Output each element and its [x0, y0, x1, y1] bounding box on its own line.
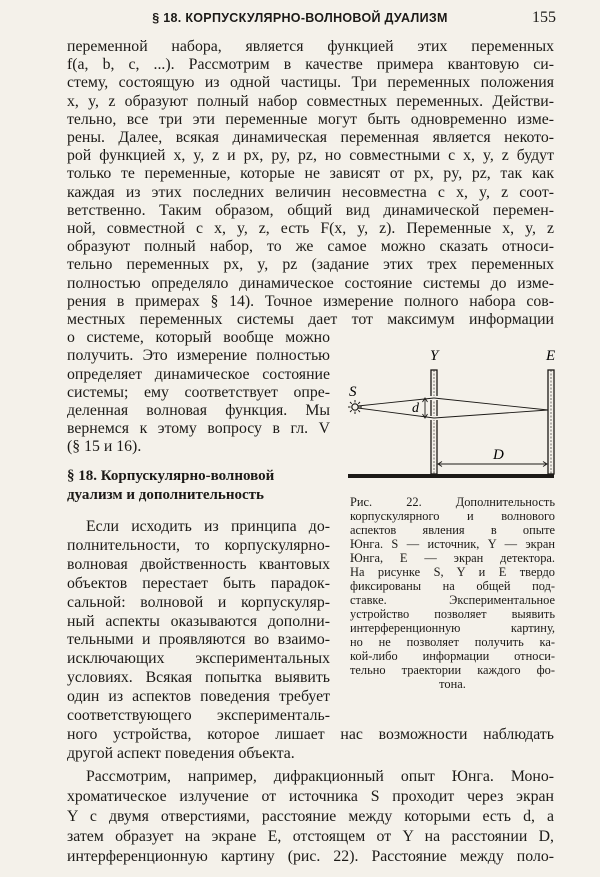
caption-line: устройство позволяет выявить	[350, 607, 555, 621]
text-line: получить. Это измерение полностью	[67, 347, 330, 365]
running-head	[0, 9, 600, 29]
rays	[358, 398, 548, 418]
text-line: деленная волновая функция. Мы	[67, 402, 330, 419]
text-line: рены. Далее, всякая динамическая переменная является некото-	[67, 129, 554, 146]
caption-line: Рис. 22. Дополнительность	[350, 495, 555, 509]
page-number: 155	[532, 9, 556, 26]
text-line: Y с двумя отверстиями, расстояние между которыми есть d, а	[67, 808, 554, 825]
text-line: один из аспектов поведения требует	[67, 688, 330, 706]
text-line: Если исходить из принципа до-	[86, 518, 330, 535]
label-E: E	[546, 348, 556, 364]
text-line: ветственно. Таким образом, общий вид динамической перемен-	[67, 201, 554, 219]
caption-line: На рисунке S, Y и E твердо	[350, 565, 555, 579]
text-line: (§ 15 и 16).	[67, 438, 142, 456]
text-line: волновая двойственность квантовых	[67, 555, 330, 573]
text-line: ного устройства, которое лишает нас возможности наблюдать	[67, 726, 554, 743]
text-line: образуют полный набор, то же самое можно сказать относи-	[67, 238, 554, 256]
caption-line: ставке. Экспериментальное	[350, 593, 555, 607]
common-base	[348, 474, 554, 478]
text-line: вернемся к этому вопросу в гл. V	[67, 420, 330, 438]
text-line: системы; ему соответствует опре-	[67, 383, 330, 401]
text-line: полнительности, то корпускулярно-	[67, 536, 330, 554]
text-line: местных переменных системы дает тот максимум информации	[67, 311, 554, 328]
label-d: d	[412, 401, 419, 416]
text-line: интерференционную картину (рис. 22). Расстояние между поло-	[67, 848, 554, 865]
text-line: о системе, который вообще можно	[67, 329, 330, 347]
section-heading-line-1: § 18. Корпускулярно-волновой	[67, 468, 275, 484]
text-line: каждая из этих последних величин несовместна с x, y, z соот-	[67, 183, 554, 201]
text-line: тельно, все три эти переменные могут быть одновременно изме-	[67, 110, 554, 128]
text-line: f(a, b, c, ...). Рассмотрим в качестве примера квантовую си-	[67, 56, 554, 74]
caption-line: корпускулярного и волнового	[350, 509, 555, 523]
text-line: тельно переменных px, y, pz (задание этих трех переменных	[67, 256, 554, 274]
caption-line: фиксированы на общей под-	[350, 579, 555, 593]
section-heading-line-2: дуализм и дополнительность	[67, 487, 264, 503]
text-line: рой функцией x, y, z и px, py, pz, но совместными с x, y, z будут	[67, 147, 554, 165]
caption-line: кой-либо информации относи-	[350, 649, 555, 663]
text-line: соответствующего эксперименталь-	[67, 707, 330, 724]
caption-line: Юнга. S — источник, Y — экран	[350, 537, 555, 551]
text-line: ный аспекты оказываются дополни-	[67, 612, 330, 630]
text-line: ной, совместной с x, y, z, есть F(x, y, z). Переменные x, y, z	[67, 220, 554, 237]
source-S	[352, 404, 358, 410]
text-line: определяет динамическое состояние	[67, 365, 330, 383]
caption-line: Юнга, E — экран детектора.	[350, 551, 555, 565]
text-line: стему, состоящую из одной частицы. Три переменных положения	[67, 74, 554, 92]
label-S: S	[349, 384, 357, 400]
text-line: только те переменные, которые не зависят от px, py, pz, так как	[67, 165, 554, 183]
caption-line: аспектов явления в опыте	[350, 523, 555, 537]
caption-line: интерференционную картину,	[350, 621, 555, 635]
caption-line: но не позволяет получить ка-	[350, 635, 555, 649]
text-line: исключающих экспериментальных	[67, 650, 330, 668]
text-line: объектов перестает быть парадок-	[67, 574, 330, 592]
text-line: рения в примерах § 14). Точное измерение полного набора сов-	[67, 292, 554, 310]
text-line: другой аспект поведения объекта.	[67, 745, 295, 762]
text-line: полностью определяло динамическое состояние системы до изме-	[67, 274, 554, 292]
caption-line: тона.	[439, 677, 466, 691]
text-line: затем образует на экране E, отстоящем от Y на расстоянии D,	[67, 828, 554, 845]
young-diagram	[345, 340, 560, 488]
text-line: хроматическое излучение от источника S проходит через экран	[67, 788, 554, 805]
text-line: тельными и проявляются во взаимо-	[67, 631, 330, 649]
text-line: переменной набора, является функцией этих переменных	[67, 38, 554, 55]
figure-young-experiment	[345, 340, 560, 488]
text-line: Рассмотрим, например, дифракционный опыт Юнга. Моно-	[86, 768, 554, 785]
label-Y: Y	[430, 348, 439, 364]
text-line: сальной: волновой и корпускуляр-	[67, 593, 330, 611]
caption-line: тельно траектории каждого фо-	[350, 663, 555, 677]
running-head-title: § 18. КОРПУСКУЛЯРНО-ВОЛНОВОЙ ДУАЛИЗМ	[152, 11, 448, 25]
text-line: x, y, z образуют полный набор совместных переменных. Действи-	[67, 92, 554, 110]
label-D: D	[493, 447, 504, 463]
text-line: условиях. Всякая попытка выявить	[67, 669, 330, 687]
